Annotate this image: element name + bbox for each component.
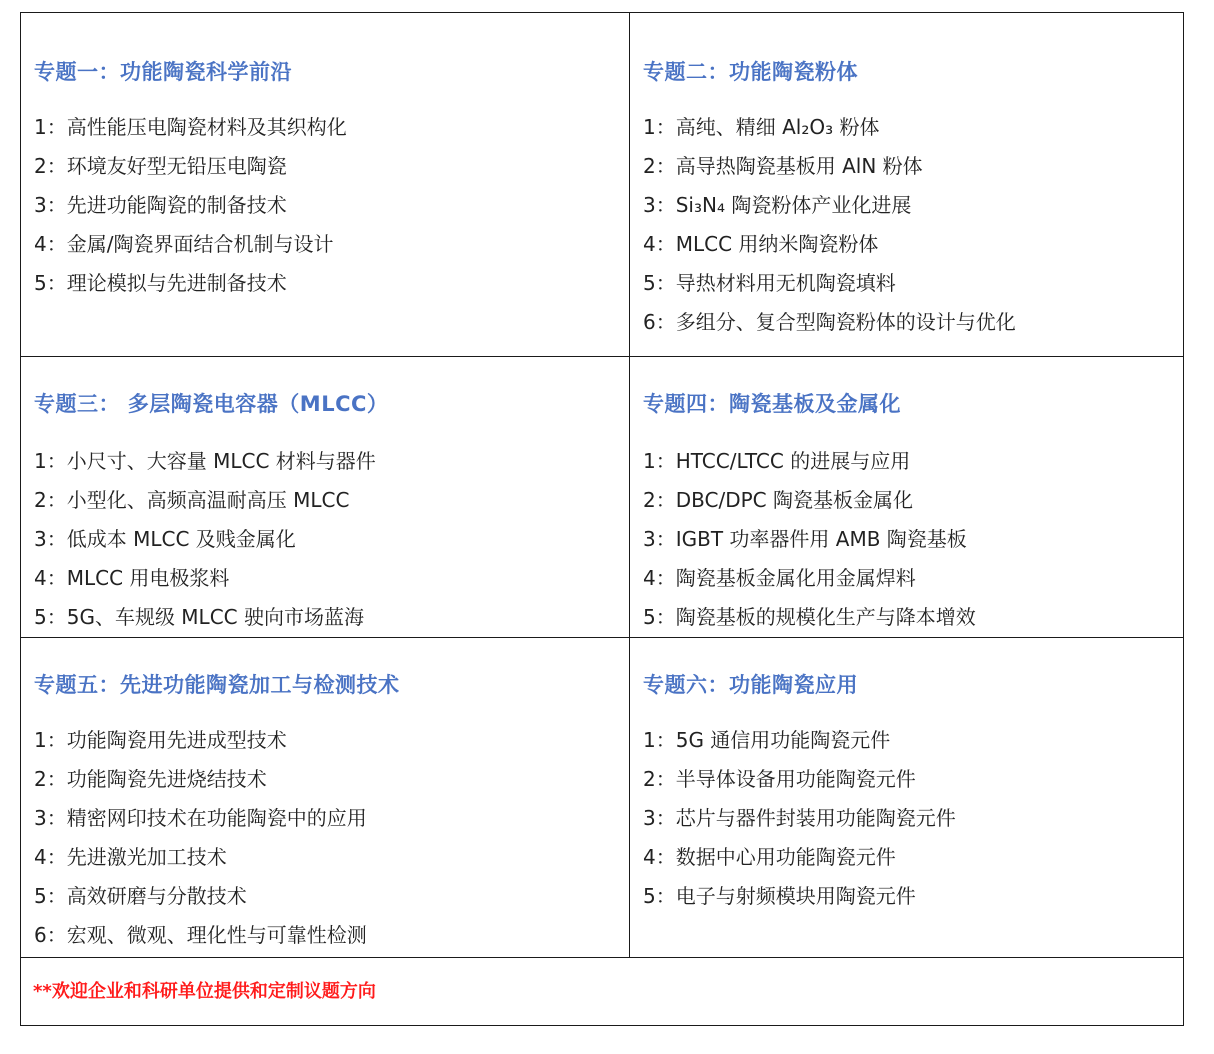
list-item: 1：HTCC/LTCC 的进展与应用 [643,449,911,473]
list-item: 3：低成本 MLCC 及贱金属化 [34,527,296,551]
list-item: 2：半导体设备用功能陶瓷元件 [643,767,916,791]
list-item: 6：宏观、微观、理化性与可靠性检测 [34,923,367,947]
list-item: 5：5G、车规级 MLCC 驶向市场蓝海 [34,605,364,629]
list-item: 4：金属/陶瓷界面结合机制与设计 [34,232,334,256]
topic-cell-1 [21,13,629,356]
list-item: 3：IGBT 功率器件用 AMB 陶瓷基板 [643,527,967,551]
topic-title-1: 专题一：功能陶瓷科学前沿 [34,60,292,84]
topic-list-4 [643,448,976,643]
list-item: 2：高导热陶瓷基板用 AlN 粉体 [643,154,923,178]
topic-cell-4 [630,357,1183,637]
topic-list-3 [34,448,376,643]
list-item: 4：MLCC 用电极浆料 [34,566,230,590]
list-item: 5：电子与射频模块用陶瓷元件 [643,884,916,908]
list-item: 1：高性能压电陶瓷材料及其织构化 [34,115,347,139]
topic-title-3: 专题三： 多层陶瓷电容器（MLCC） [34,392,389,416]
list-item: 1：功能陶瓷用先进成型技术 [34,728,287,752]
list-item: 2：小型化、高频高温耐高压 MLCC [34,488,350,512]
topic-list-2 [643,114,1016,348]
list-item: 4：先进激光加工技术 [34,845,227,869]
list-item: 2：DBC/DPC 陶瓷基板金属化 [643,488,913,512]
list-item: 3：先进功能陶瓷的制备技术 [34,193,287,217]
list-item: 5：陶瓷基板的规模化生产与降本增效 [643,605,976,629]
list-item: 1：5G 通信用功能陶瓷元件 [643,728,891,752]
topic-list-1 [34,114,347,309]
topic-title-6: 专题六：功能陶瓷应用 [643,673,858,697]
list-item: 5：导热材料用无机陶瓷填料 [643,271,896,295]
list-item: 3：芯片与器件封装用功能陶瓷元件 [643,806,956,830]
topic-cell-2 [630,13,1183,356]
list-item: 2：环境友好型无铅压电陶瓷 [34,154,287,178]
list-item: 4：MLCC 用纳米陶瓷粉体 [643,232,879,256]
footer-note: **欢迎企业和科研单位提供和定制议题方向 [33,981,376,1002]
list-item: 6：多组分、复合型陶瓷粉体的设计与优化 [643,310,1016,334]
topic-cell-3 [21,357,629,637]
list-item: 5：理论模拟与先进制备技术 [34,271,287,295]
topic-list-6 [643,727,956,922]
list-item: 3：Si₃N₄ 陶瓷粉体产业化进展 [643,193,912,217]
list-item: 2：功能陶瓷先进烧结技术 [34,767,267,791]
list-item: 1：小尺寸、大容量 MLCC 材料与器件 [34,449,376,473]
list-item: 4：数据中心用功能陶瓷元件 [643,845,896,869]
topic-title-4: 专题四：陶瓷基板及金属化 [643,392,901,416]
topic-title-2: 专题二：功能陶瓷粉体 [643,60,858,84]
topic-title-5: 专题五：先进功能陶瓷加工与检测技术 [34,673,400,697]
list-item: 3：精密网印技术在功能陶瓷中的应用 [34,806,367,830]
list-item: 4：陶瓷基板金属化用金属焊料 [643,566,916,590]
topic-cell-6 [630,638,1183,957]
list-item: 5：高效研磨与分散技术 [34,884,247,908]
list-item: 1：高纯、精细 Al₂O₃ 粉体 [643,115,880,139]
topic-list-5 [34,727,367,961]
topic-cell-5 [21,638,629,957]
